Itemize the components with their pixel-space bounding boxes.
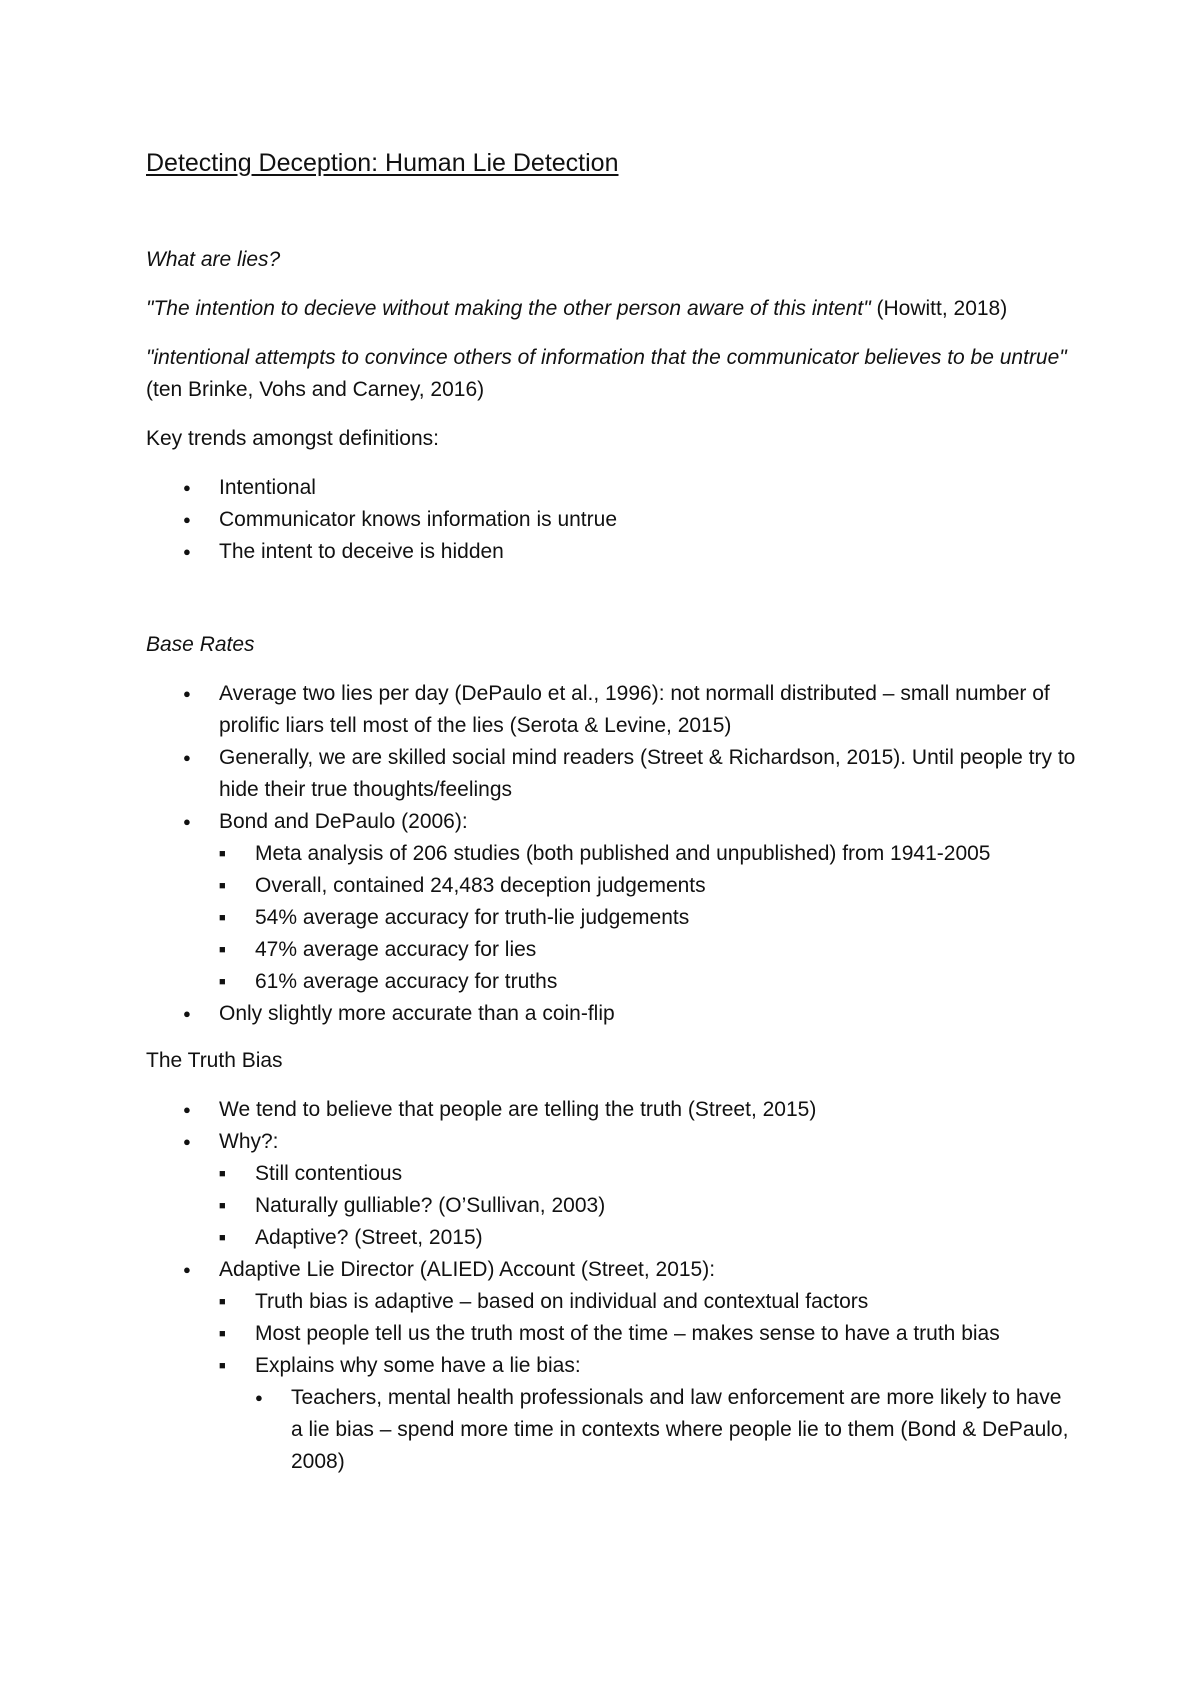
list-item-label: ● Adaptive Lie Director (ALIED) Account (Street, 2015): <box>219 1258 716 1281</box>
sub-list-item-label: ■ Explains why some have a lie bias: <box>255 1354 581 1377</box>
sub-list <box>219 1158 1076 1254</box>
key-trends-list <box>146 472 1076 568</box>
document-body <box>146 146 1076 1493</box>
quote-citation: (Howitt, 2018) <box>870 297 1008 320</box>
key-trends-label: Key trends amongst definitions: <box>146 427 439 450</box>
sub-list-item: ■ Overall, contained 24,483 deception judgements <box>219 870 1076 902</box>
sub-list-item <box>219 1350 1076 1478</box>
list-item <box>146 806 1076 998</box>
list-item-label: ● Why?: <box>219 1130 279 1153</box>
blank-line <box>146 583 1076 629</box>
list-item-label: ● Bond and DePaulo (2006): <box>219 810 468 833</box>
list-item: ● Average two lies per day (DePaulo et al., 1996): not normall distributed – small number of prolific liars tell most of the lies (Serota & Levine, 2015) <box>146 678 1076 742</box>
sub-list-item: ■ 61% average accuracy for truths <box>219 966 1076 998</box>
list-item: ● Intentional <box>146 472 1076 504</box>
list-item: ● Generally, we are skilled social mind readers (Street & Richardson, 2015). Until people try to hide their true thoughts/feelings <box>146 742 1076 806</box>
truth-bias-list <box>146 1094 1076 1478</box>
sub-list-item: ■ Naturally gulliable? (O’Sullivan, 2003) <box>219 1190 1076 1222</box>
list-item <box>146 1254 1076 1478</box>
sub-list-item: ■ Most people tell us the truth most of the time – makes sense to have a truth bias <box>219 1318 1076 1350</box>
section-heading-base-rates: Base Rates <box>146 633 255 656</box>
page-title: Detecting Deception: Human Lie Detection <box>146 149 619 177</box>
section-heading-truth-bias: The Truth Bias <box>146 1049 283 1072</box>
quote-text: "intentional attempts to convince others of information that the communicator believes to be untrue" <box>146 346 1067 369</box>
quote-text: "The intention to decieve without making the other person aware of this intent" <box>146 297 871 320</box>
sub-sub-list <box>255 1382 1076 1478</box>
sub-list-item: ■ 47% average accuracy for lies <box>219 934 1076 966</box>
definition-quote-ten-brinke <box>146 342 1076 406</box>
sub-list <box>219 838 1076 998</box>
section-heading-what-are-lies: What are lies? <box>146 248 281 271</box>
quote-citation: (ten Brinke, Vohs and Carney, 2016) <box>146 378 485 401</box>
sub-list-item: ■ Meta analysis of 206 studies (both published and unpublished) from 1941-2005 <box>219 838 1076 870</box>
sub-sub-list-item: ● Teachers, mental health professionals and law enforcement are more likely to have a lie bias – spend more time in contexts where people lie to them (Bond & DePaulo, 2008) <box>255 1382 1076 1478</box>
sub-list <box>219 1286 1076 1478</box>
sub-list-item: ■ Still contentious <box>219 1158 1076 1190</box>
sub-list-item: ■ 54% average accuracy for truth-lie judgements <box>219 902 1076 934</box>
list-item: ● We tend to believe that people are telling the truth (Street, 2015) <box>146 1094 1076 1126</box>
list-item: ● Communicator knows information is untrue <box>146 504 1076 536</box>
list-item: ● The intent to deceive is hidden <box>146 536 1076 568</box>
definition-quote-howitt <box>146 293 1076 325</box>
base-rates-list <box>146 678 1076 1030</box>
list-item: ● Only slightly more accurate than a coin-flip <box>146 998 1076 1030</box>
list-item <box>146 1126 1076 1254</box>
sub-list-item: ■ Adaptive? (Street, 2015) <box>219 1222 1076 1254</box>
sub-list-item: ■ Truth bias is adaptive – based on individual and contextual factors <box>219 1286 1076 1318</box>
